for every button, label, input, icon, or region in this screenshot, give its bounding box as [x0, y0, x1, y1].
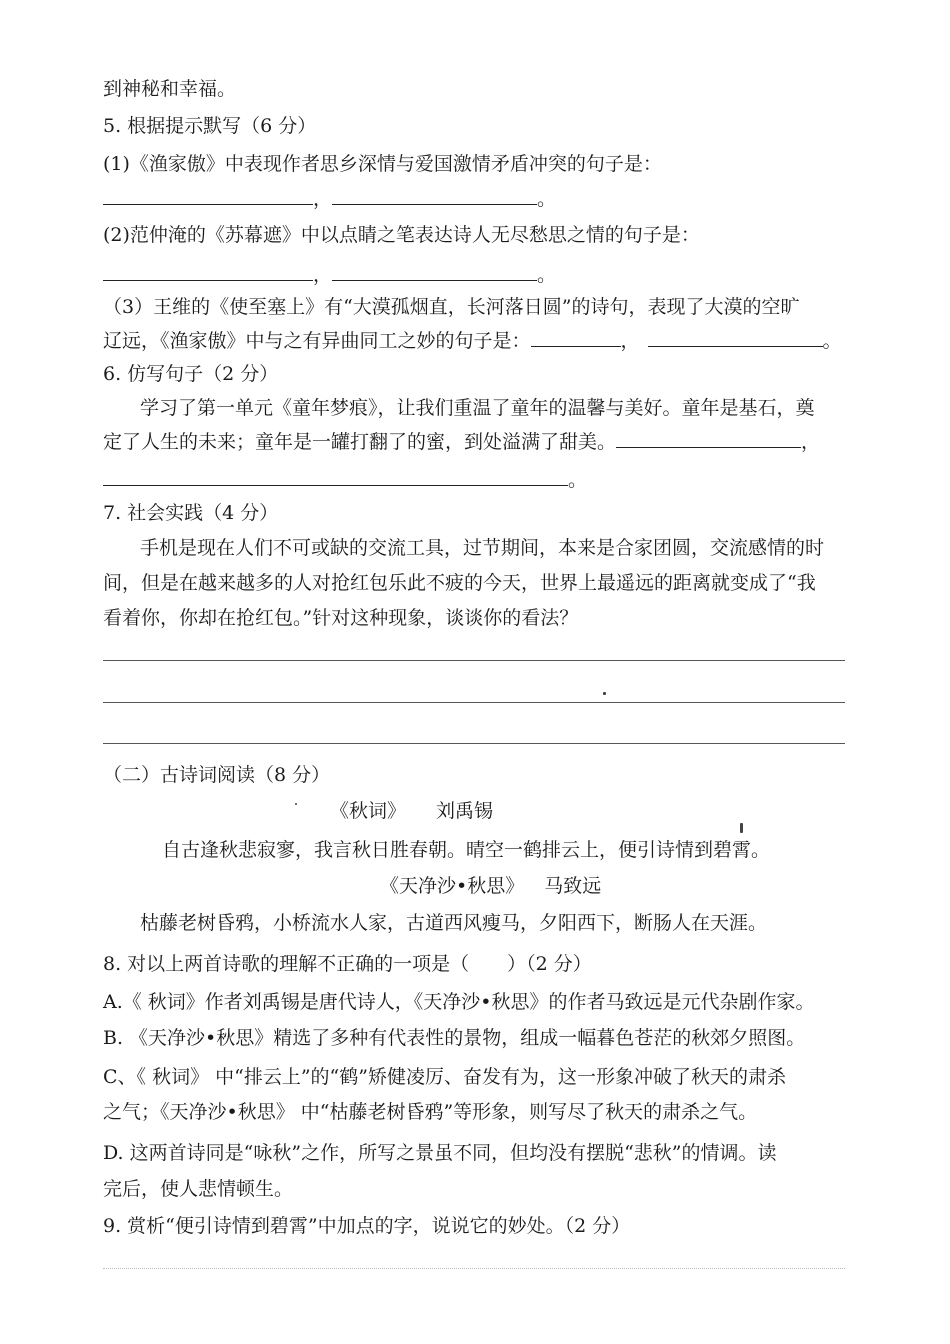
answer-blank[interactable]	[332, 262, 537, 281]
poem-2-text: 枯藤老树昏鸦，小桥流水人家，古道西风瘦马，夕阳西下，断肠人在天涯。	[140, 912, 768, 934]
answer-blank[interactable]	[616, 429, 801, 448]
section-2-title: （二）古诗词阅读（8 分）	[103, 764, 331, 786]
question-6-line1: 学习了第一单元《童年梦痕》，让我们重温了童年的温馨与美好。童年是基石，奠	[140, 397, 815, 419]
answer-blank[interactable]	[103, 262, 313, 281]
option-c-line1[interactable]: C、《 秋词》 中“排云上”的“鹤”矫健凌厉、奋发有为，这一形象冲破了秋天的肃杀	[103, 1066, 786, 1088]
option-d-line2[interactable]: 完后，使人悲情顿生。	[103, 1178, 294, 1200]
question-5-2: (2)范仲淹的《苏幕遮》中以点睛之笔表达诗人无尽愁思之情的句子是：	[103, 224, 700, 246]
option-a[interactable]: A.《 秋词》作者刘禹锡是唐代诗人，《天净沙•秋思》的作者马致远是元代杂剧作家。	[103, 991, 815, 1013]
answer-blank[interactable]	[103, 467, 568, 486]
scan-speck	[295, 803, 297, 805]
text-line: 到神秘和幸福。	[103, 78, 237, 100]
poem-2-heading	[380, 873, 601, 899]
option-b[interactable]: B. 《天净沙•秋思》精选了多种有代表性的景物，组成一幅暮色苍茫的秋郊夕照图。	[103, 1027, 806, 1049]
poem-2-author: 马致远	[544, 875, 602, 897]
answer-row-5-2: ， 。	[103, 262, 556, 288]
question-7-line1: 手机是现在人们不可或缺的交流工具，过节期间，本来是合家团圆，交流感情的时	[140, 537, 825, 559]
question-5-title: 5. 根据提示默写（6 分）	[103, 115, 317, 137]
question-5-1: (1)《渔家傲》中表现作者思乡深情与爱国激情矛盾冲突的句子是：	[103, 153, 662, 175]
poem-2-title: 《天净沙•秋思》	[380, 875, 525, 897]
question-7-title: 7. 社会实践（4 分）	[103, 502, 279, 524]
question-5-3-line1: （3）王维的《使至塞上》有“大漠孤烟直，长河落日圆”的诗句，表现了大漠的空旷	[103, 296, 800, 318]
question-5-3-line2: 辽远，《渔家傲》中与之有异曲同工之妙的句子是： ， 。	[103, 330, 842, 352]
question-7-line3: 看着你，你却在抢红包。”针对这种现象，谈谈你的看法？	[103, 607, 579, 629]
answer-blank[interactable]	[103, 186, 313, 205]
poem-1-title: 《秋词》	[330, 800, 407, 822]
answer-line[interactable]	[103, 702, 845, 703]
scan-speck	[740, 823, 743, 833]
answer-blank[interactable]	[332, 186, 537, 205]
poem-1-heading	[330, 798, 493, 824]
option-d-line1[interactable]: D. 这两首诗同是“咏秋”之作，所写之景虽不同，但均没有摆脱“悲秋”的情调。读	[103, 1142, 777, 1164]
poem-1-text: 自古逢秋悲寂寥，我言秋日胜春朝。晴空一鹤排云上，便引诗情到碧霄。	[162, 839, 771, 861]
answer-line[interactable]	[103, 743, 845, 744]
question-9-title: 9. 赏析“便引诗情到碧霄”中加点的字，说说它的妙处。（2 分）	[103, 1215, 631, 1237]
answer-line[interactable]	[103, 660, 845, 661]
poem-1-author: 刘禹锡	[436, 800, 494, 822]
answer-row-6: 。	[103, 467, 587, 493]
answer-blank[interactable]	[648, 328, 823, 347]
question-8-title: 8. 对以上两首诗歌的理解不正确的一项是（ ）（2 分）	[103, 953, 592, 975]
question-6-title: 6. 仿写句子（2 分）	[103, 363, 279, 385]
scan-edge-line	[103, 1268, 845, 1269]
answer-row-5-1: ， 。	[103, 186, 556, 212]
question-6-line2: 定了人生的未来；童年是一罐打翻了的蜜，到处溢满了甜美。 ，	[103, 431, 821, 453]
question-7-line2: 间，但是在越来越多的人对抢红包乐此不疲的今天，世界上最遥远的距离就变成了“我	[103, 572, 816, 594]
answer-blank[interactable]	[531, 328, 621, 347]
option-c-line2[interactable]: 之气；《天净沙•秋思》 中“枯藤老树昏鸦”等形象，则写尽了秋天的肃杀之气。	[103, 1101, 758, 1123]
scan-speck	[603, 692, 606, 695]
